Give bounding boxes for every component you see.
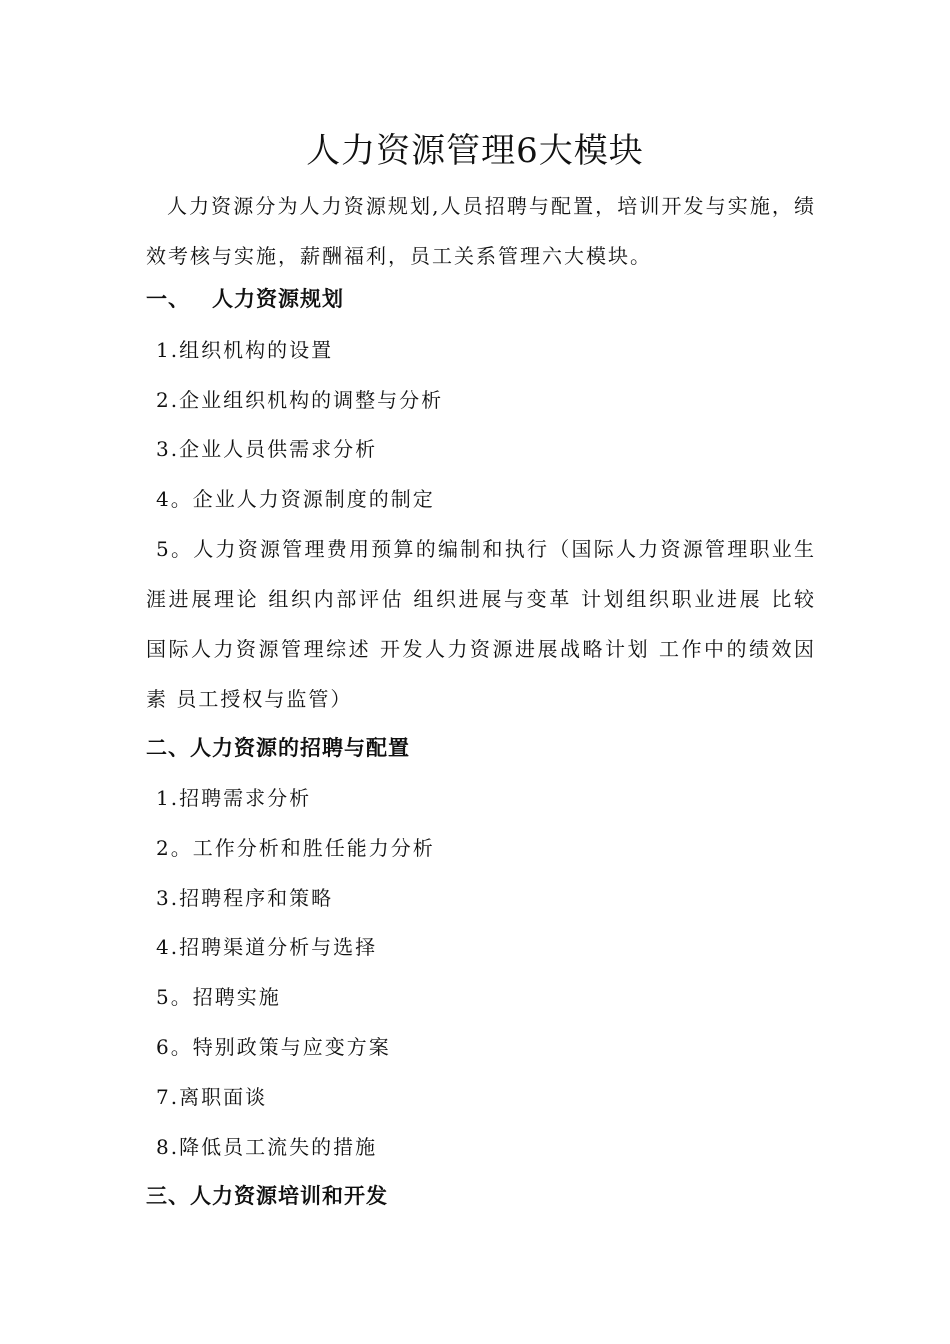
- section-number-1: 一、: [146, 287, 190, 311]
- list-item: 8.降低员工流失的措施: [156, 1135, 378, 1159]
- list-item: 6。特别政策与应变方案: [156, 1035, 391, 1059]
- list-item: 5。招聘实施: [156, 985, 281, 1009]
- list-item: 1.组织机构的设置: [156, 338, 334, 362]
- document-title: 人力资源管理6大模块: [306, 131, 644, 171]
- list-item: 7.离职面谈: [156, 1085, 268, 1109]
- intro-paragraph: 人力资源分为人力资源规划,人员招聘与配置，培训开发与实施，绩效考核与实施，薪酬福利，员工关系管理六大模块。: [146, 194, 816, 268]
- list-item: 3.招聘程序和策略: [156, 886, 334, 910]
- section-heading-2: 二、人力资源的招聘与配置: [146, 736, 410, 760]
- list-item-long: 5。人力资源管理费用预算的编制和执行（国际人力资源管理职业生涯进展理论 组织内部评估 组织进展与变革 计划组织职业进展 比较国际人力资源管理综述 开发人力资源进展战略计划 工作中的绩效因素 员工授权与监管）: [146, 537, 816, 711]
- section-heading-3: 三、人力资源培训和开发: [146, 1184, 388, 1208]
- list-item: 2。工作分析和胜任能力分析: [156, 836, 435, 860]
- list-item: 4.招聘渠道分析与选择: [156, 935, 378, 959]
- list-item: 2.企业组织机构的调整与分析: [156, 388, 444, 412]
- list-item: 3.企业人员供需求分析: [156, 437, 378, 461]
- list-item: 1.招聘需求分析: [156, 786, 312, 810]
- list-item: 4。企业人力资源制度的制定: [156, 487, 435, 511]
- section-heading-1: [146, 284, 344, 314]
- section-title-1: 人力资源规划: [212, 287, 344, 311]
